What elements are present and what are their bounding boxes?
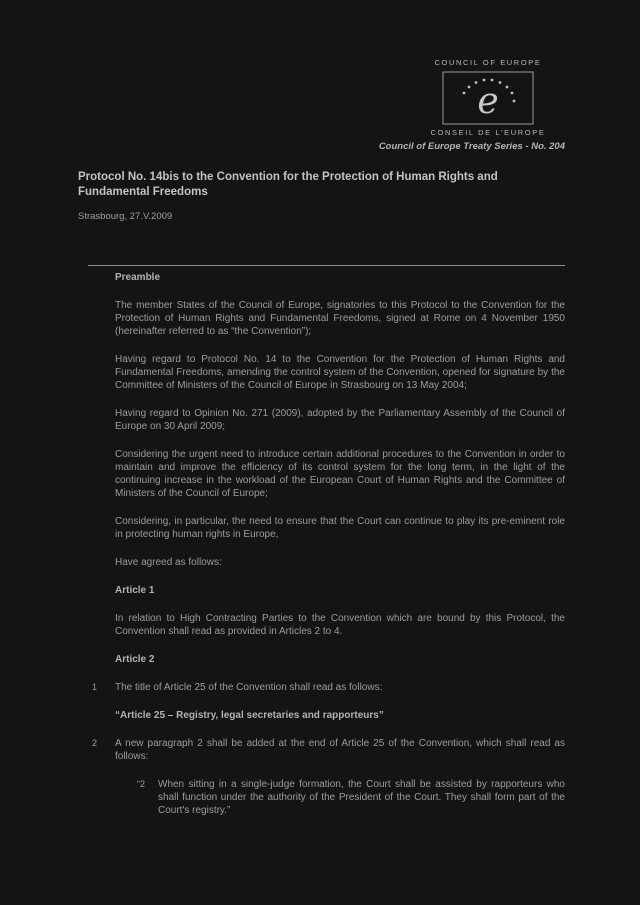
preamble-heading: Preamble <box>115 272 161 283</box>
item-number: 1 <box>92 682 98 692</box>
article-2-heading: Article 2 <box>115 654 155 665</box>
article-2-item-2 <box>92 737 565 763</box>
coe-emblem-icon <box>442 71 534 125</box>
coe-logo <box>422 58 554 137</box>
coe-logo-top-caption: COUNCIL OF EUROPE <box>434 58 542 67</box>
item-number: 2 <box>92 738 98 748</box>
document-body <box>92 271 565 832</box>
preamble-paragraph-3: Having regard to Opinion No. 271 (2009), adopted by the Parliamentary Assembly of the Council of Europe on 30 April 2009; <box>115 408 565 432</box>
article-1-heading: Article 1 <box>115 585 155 596</box>
quote-number: “2 <box>137 779 146 789</box>
article-1-text: In relation to High Contracting Parties to the Convention which are bound by this Protocol, the Convention shall read as provided in Articles 2 to 4. <box>115 613 565 637</box>
article-2-item-1 <box>92 681 565 694</box>
article-25-new-title: “Article 25 – Registry, legal secretaries and rapporteurs” <box>115 710 384 721</box>
agreement-lead-in: Have agreed as follows: <box>115 557 222 568</box>
preamble-paragraph-1: The member States of the Council of Europe, signatories to this Protocol to the Convention for the Protection of Human Rights and Fundamental Freedoms, signed at Rome on 4 November 1950 (hereinafter referred to as “the Convention”); <box>115 300 565 337</box>
coe-logo-bottom-caption: CONSEIL DE L'EUROPE <box>430 128 546 137</box>
treaty-series-line: Council of Europe Treaty Series - No. 204 <box>378 141 565 152</box>
dateline: Strasbourg, 27.V.2009 <box>78 211 173 222</box>
quote-text: When sitting in a single-judge formation, the Court shall be assisted by rapporteurs who shall function under the authority of the President of the Court. They shall form part of the Court's registry.” <box>158 779 565 816</box>
svg-text:e: e <box>477 81 499 122</box>
item-text: The title of Article 25 of the Convention shall read as follows: <box>115 682 383 693</box>
preamble-paragraph-2: Having regard to Protocol No. 14 to the Convention for the Protection of Human Rights and Fundamental Freedoms, amending the control system of the Convention, opened for signature by the Committee of Ministers of the Council of Europe in Strasbourg on 13 May 2004; <box>115 354 565 391</box>
quoted-paragraph <box>137 778 565 817</box>
preamble-paragraph-5: Considering, in particular, the need to ensure that the Court can continue to play its pre-eminent role in protecting human rights in Europe, <box>115 516 565 540</box>
document-title: Protocol No. 14bis to the Convention for the Protection of Human Rights and Fundamental Freedoms <box>78 171 498 198</box>
horizontal-rule <box>88 265 565 266</box>
preamble-paragraph-4: Considering the urgent need to introduce certain additional procedures to the Convention in order to maintain and improve the efficiency of its control system for the long term, in the light of the continuing increase in the workload of the European Court of Human Rights and the Committee of Ministers of the Council of Europe; <box>115 449 565 499</box>
item-text: A new paragraph 2 shall be added at the end of Article 25 of the Convention, which shall read as follows: <box>115 738 565 762</box>
